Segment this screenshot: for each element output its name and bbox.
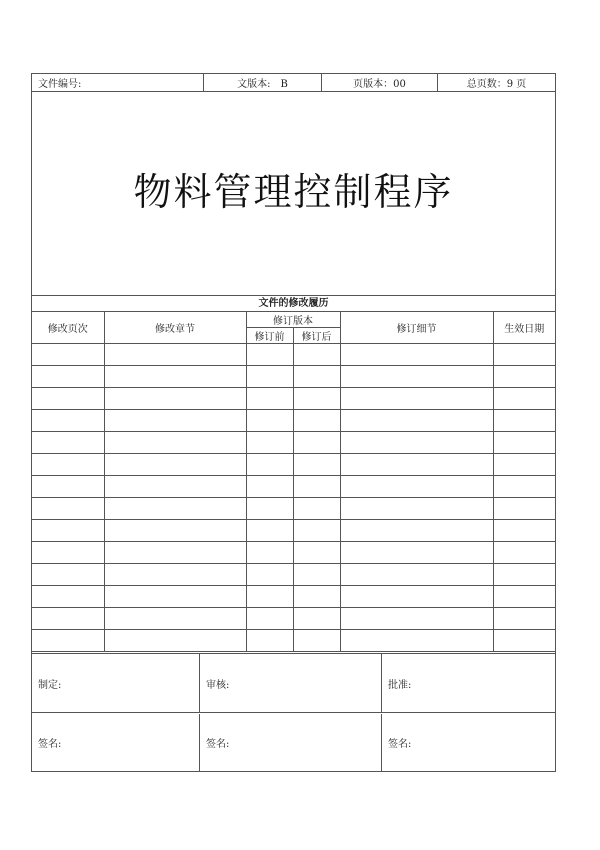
cell-before (246, 542, 293, 564)
cell-after (293, 630, 340, 652)
cell-page (32, 366, 104, 388)
cell-after (293, 344, 340, 366)
col-header-date: 生效日期 (493, 312, 555, 344)
cell-after (293, 586, 340, 608)
table-row (32, 520, 555, 542)
header-row (32, 74, 555, 92)
table-row (32, 454, 555, 476)
cell-chapter (104, 410, 246, 432)
cell-date (493, 388, 555, 410)
document-page (31, 73, 556, 772)
cell-chapter (104, 454, 246, 476)
cell-date (493, 476, 555, 498)
cell-detail (340, 410, 493, 432)
cell-date (493, 520, 555, 542)
cell-after (293, 564, 340, 586)
cell-date (493, 454, 555, 476)
cell-before (246, 608, 293, 630)
cell-date (493, 344, 555, 366)
cell-date (493, 608, 555, 630)
cell-chapter (104, 366, 246, 388)
cell-detail (340, 388, 493, 410)
col-header-page: 修改页次 (32, 312, 104, 344)
cell-before (246, 586, 293, 608)
cell-after (293, 520, 340, 542)
cell-detail (340, 586, 493, 608)
signature-label: 签名: (388, 738, 412, 750)
cell-detail (340, 432, 493, 454)
prepared-by-label: 制定: (32, 654, 200, 713)
cell-detail (340, 630, 493, 652)
cell-before (246, 388, 293, 410)
table-row (32, 630, 555, 652)
cell-before (246, 498, 293, 520)
cell-page (32, 542, 104, 564)
table-row (32, 388, 555, 410)
col-header-before: 修订前 (246, 328, 293, 344)
cell-chapter (104, 542, 246, 564)
cell-detail (340, 476, 493, 498)
cell-chapter (104, 564, 246, 586)
cell-chapter (104, 476, 246, 498)
cell-before (246, 366, 293, 388)
cell-page (32, 476, 104, 498)
cell-date (493, 498, 555, 520)
table-row (32, 586, 555, 608)
cell-chapter (104, 630, 246, 652)
cell-detail (340, 454, 493, 476)
col-header-after: 修订后 (293, 328, 340, 344)
table-row (32, 476, 555, 498)
cell-page (32, 520, 104, 542)
cell-before (246, 432, 293, 454)
cell-detail (340, 542, 493, 564)
cell-after (293, 388, 340, 410)
cell-page (32, 498, 104, 520)
cell-before (246, 410, 293, 432)
col-header-chapter: 修改章节 (104, 312, 246, 344)
cell-before (246, 564, 293, 586)
cell-page (32, 586, 104, 608)
cell-date (493, 410, 555, 432)
table-row (32, 564, 555, 586)
version-label: 文版本: B (204, 74, 322, 91)
cell-date (493, 432, 555, 454)
cell-after (293, 498, 340, 520)
revision-history-table (32, 312, 555, 652)
cell-page (32, 432, 104, 454)
cell-chapter (104, 432, 246, 454)
cell-after (293, 454, 340, 476)
approved-by-label: 批准: (382, 654, 555, 713)
cell-page (32, 564, 104, 586)
cell-before (246, 344, 293, 366)
table-row (32, 410, 555, 432)
signature-label: 签名: (32, 714, 200, 771)
cell-date (493, 630, 555, 652)
cell-before (246, 476, 293, 498)
document-title: 物料管理控制程序 (133, 170, 454, 214)
cell-chapter (104, 498, 246, 520)
cell-after (293, 366, 340, 388)
cell-after (293, 432, 340, 454)
cell-detail (340, 608, 493, 630)
reviewed-by-label: 审核: (200, 654, 382, 713)
cell-date (493, 564, 555, 586)
page-version-label: 页版本：00 (322, 74, 438, 91)
signature-label: 签名: (200, 714, 382, 771)
cell-page (32, 410, 104, 432)
cell-after (293, 476, 340, 498)
cell-chapter (104, 344, 246, 366)
cell-chapter (104, 608, 246, 630)
cell-after (293, 608, 340, 630)
cell-chapter (104, 520, 246, 542)
cell-after (293, 542, 340, 564)
table-row (32, 344, 555, 366)
cell-after (293, 410, 340, 432)
cell-detail (340, 564, 493, 586)
table-row (32, 498, 555, 520)
cell-page (32, 388, 104, 410)
cell-page (32, 344, 104, 366)
cell-page (32, 454, 104, 476)
cell-date (493, 542, 555, 564)
cell-detail (340, 520, 493, 542)
table-header-row (32, 312, 555, 328)
col-header-version: 修订版本 (246, 312, 340, 328)
cell-detail (340, 344, 493, 366)
cell-before (246, 630, 293, 652)
table-row (32, 366, 555, 388)
cell-detail (340, 498, 493, 520)
cell-date (493, 586, 555, 608)
revision-history-title: 文件的修改履历 (32, 296, 555, 312)
cell-page (32, 630, 104, 652)
cell-page (32, 608, 104, 630)
cell-chapter (104, 586, 246, 608)
cell-chapter (104, 388, 246, 410)
cell-before (246, 520, 293, 542)
signature-section (32, 653, 555, 771)
table-row (32, 432, 555, 454)
title-area (32, 92, 555, 296)
table-row (32, 542, 555, 564)
col-header-detail: 修订细节 (340, 312, 493, 344)
cell-date (493, 366, 555, 388)
cell-before (246, 454, 293, 476)
total-pages-label: 总页数：9 页 (466, 79, 527, 90)
doc-number-label: 文件编号: (32, 74, 204, 91)
cell-detail (340, 366, 493, 388)
table-row (32, 608, 555, 630)
